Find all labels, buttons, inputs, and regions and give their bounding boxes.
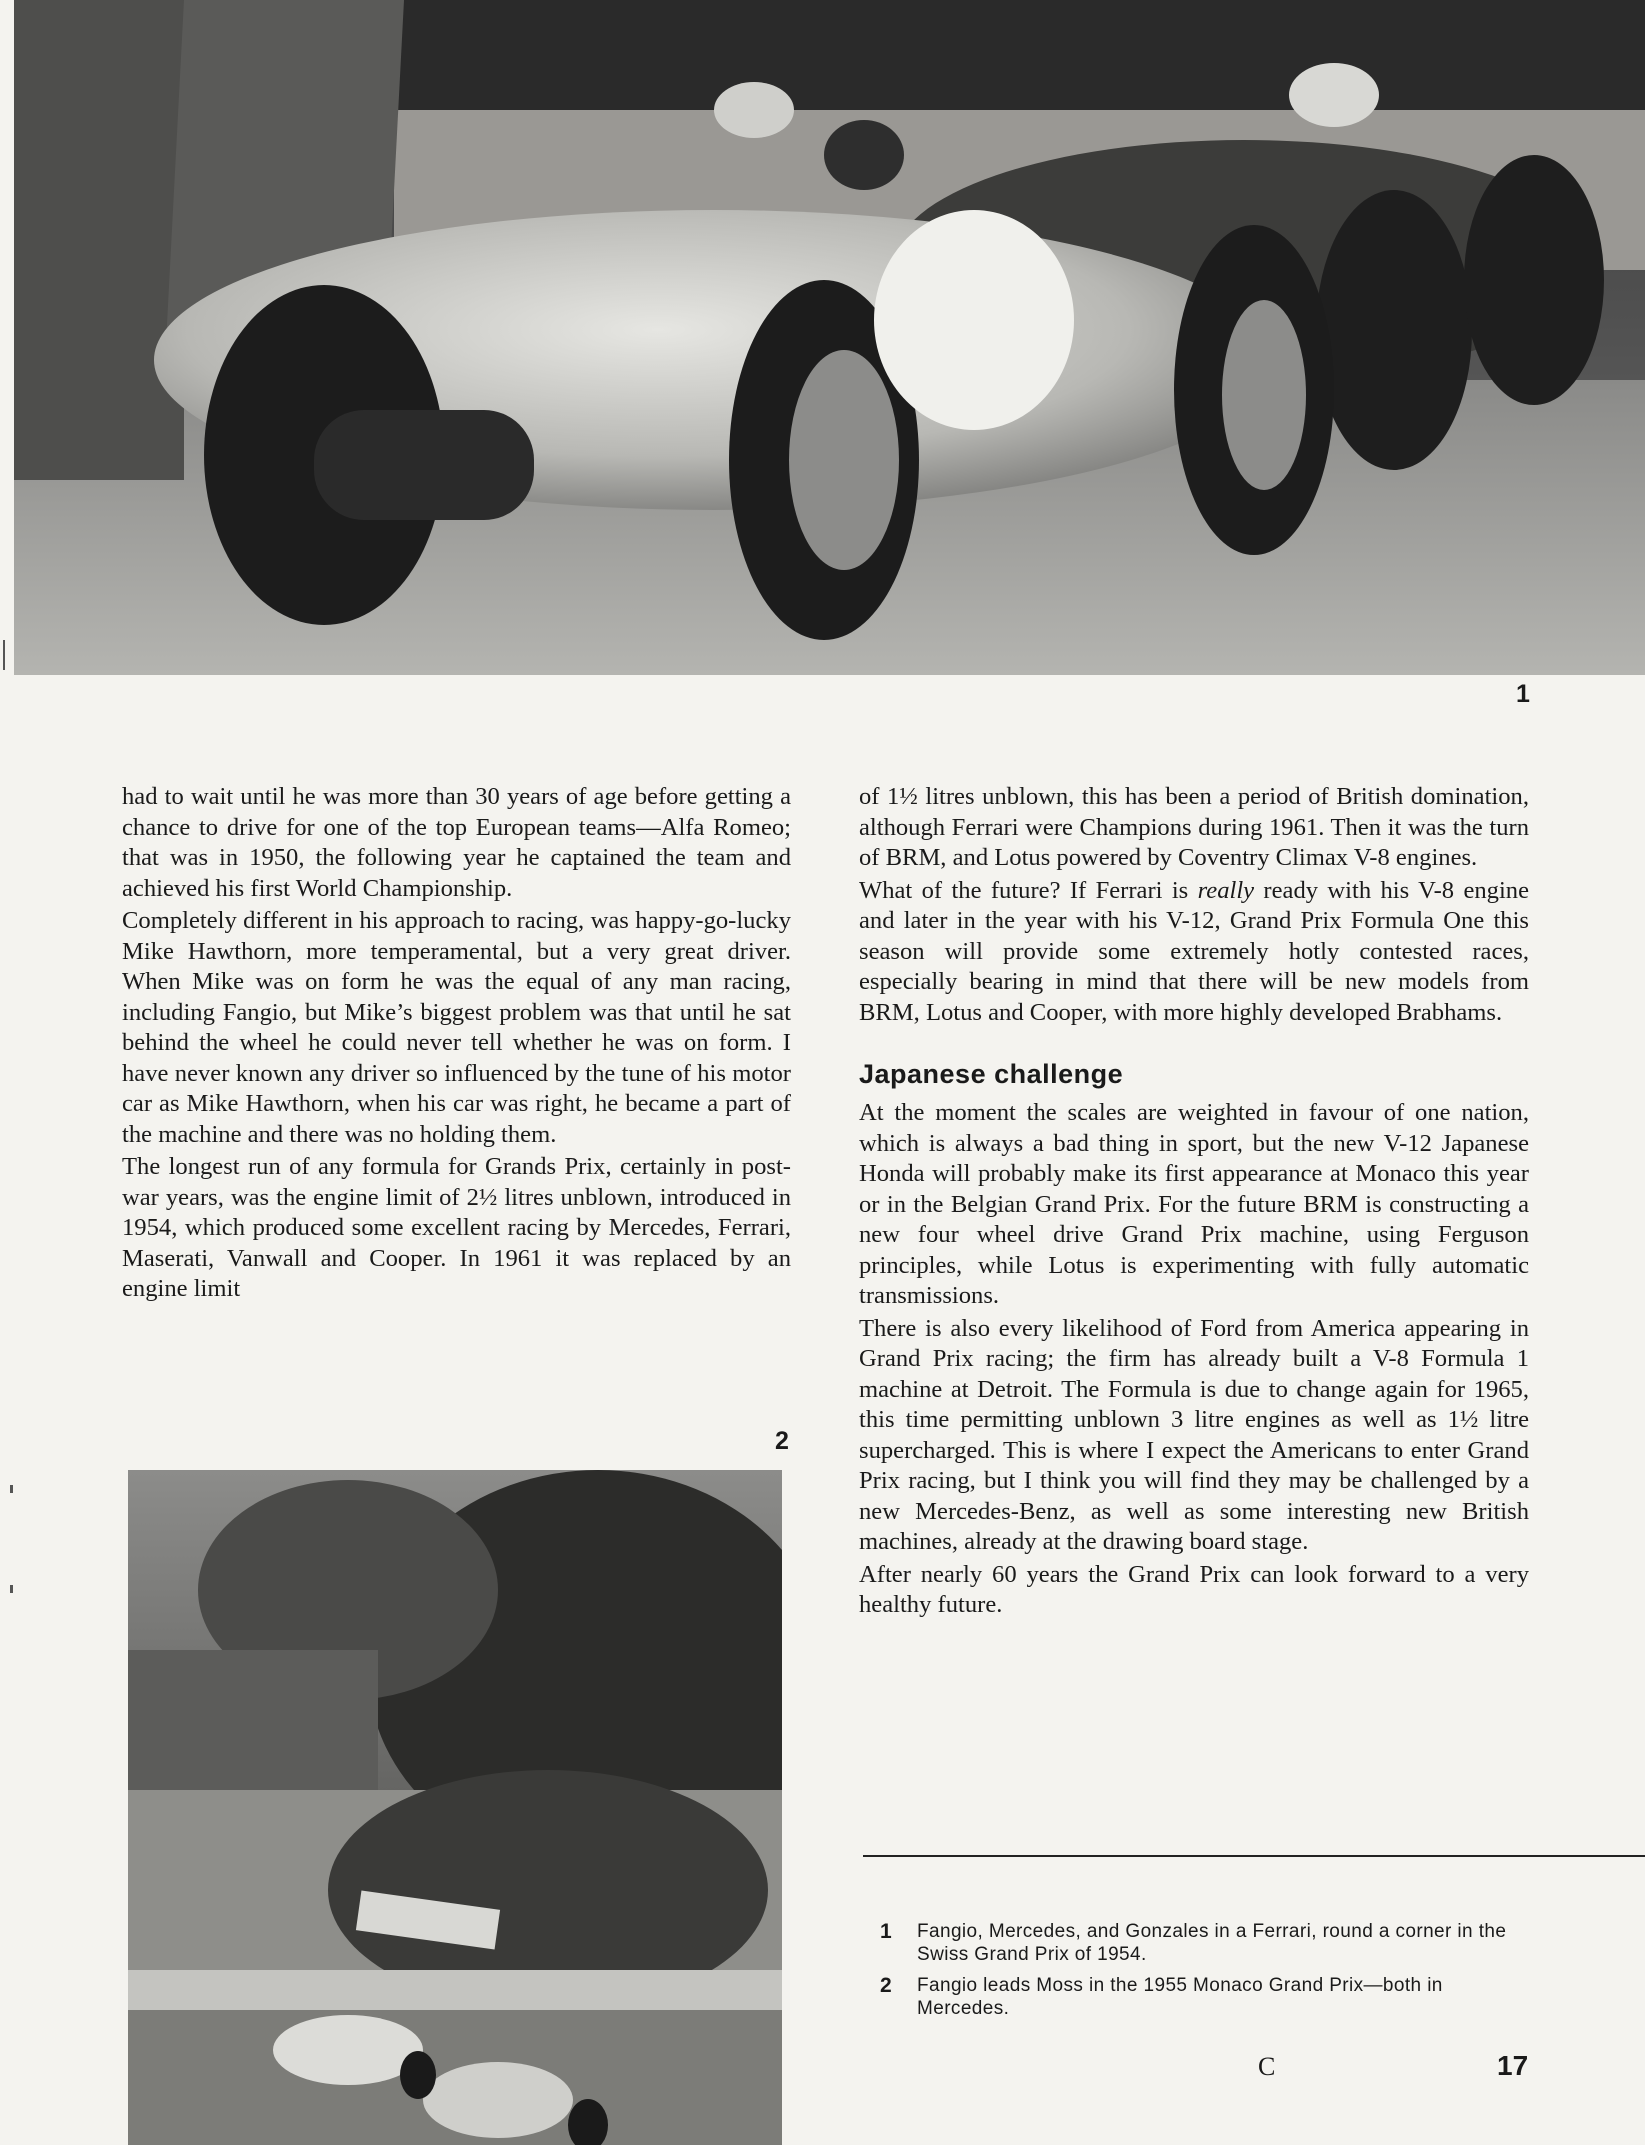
margin-mark: [3, 640, 5, 670]
figure-1-number: 1: [1516, 680, 1530, 708]
caption-item: [874, 1974, 1534, 2020]
caption-divider: [863, 1855, 1645, 1857]
signature-letter: C: [1258, 2052, 1276, 2081]
right-paragraph: After nearly 60 years the Grand Prix can look forward to a very healthy future.: [859, 1560, 1529, 1618]
text-run: What of the future? If Ferrari is: [859, 876, 1198, 904]
caption-number: 2: [880, 1974, 893, 1997]
left-paragraph: Completely different in his approach to racing, was happy-go-lucky Mike Hawthorn, more temperamental, but a very great driver. When Mike was on form he was the equal of any man racing, including Fangio, but Mike’s biggest problem was that until he sat behind the wheel he could never tell whether he was on form. I have never known any driver so influenced by the tune of his motor car as Mike Hawthorn, when his car was right, he became a part of the machine and there was no holding them.: [122, 907, 791, 1148]
caption-number: 1: [880, 1920, 893, 1943]
right-column: [859, 782, 1529, 1623]
left-paragraph: had to wait until he was more than 30 years of age before getting a chance to drive for one of the top European teams—Alfa Romeo; that was in 1950, the following year he captained the team and achieved his first World Championship.: [122, 783, 791, 902]
caption-block: [874, 1920, 1534, 2028]
text-run: ready with his V-8 engine and later in the year with his V-12, Grand Prix Formula One this season will provide some extremely hotly contested races, especially bearing in mind that there will be new models from BRM, Lotus and Cooper, with more highly developed Brabhams.: [859, 876, 1529, 1026]
photo1-graphic: [14, 0, 1645, 675]
margin-mark: [10, 1585, 13, 1593]
caption-text: Fangio, Mercedes, and Gonzales in a Ferrari, round a corner in the Swiss Grand Prix of 1954.: [917, 1921, 1507, 1965]
figure-2-number: 2: [775, 1427, 789, 1455]
right-paragraph: [859, 876, 1529, 1029]
right-paragraph: At the moment the scales are weighted in favour of one nation, which is always a bad thing in sport, but the new V-12 Japanese Honda will probably make its first appearance at Monaco this year or in the Belgian Grand Prix. For the future BRM is constructing a new four wheel drive Grand Prix machine, using Ferguson principles, while Lotus is experimenting with fully automatic transmissions.: [859, 1099, 1529, 1309]
page-number: 17: [1497, 2050, 1529, 2081]
photo-monaco-gp: [128, 1470, 782, 2145]
right-paragraph: There is also every likelihood of Ford from America appearing in Grand Prix racing; the firm has already built a V-8 Formula 1 machine at Detroit. The Formula is due to change again for 1965, this time permitting unblown 3 litre engines as well as 1½ litre supercharged. This is where I expect the Americans to enter Grand Prix racing, but I think you will find they may be challenged by a new Mercedes-Benz, as well as some interesting new British machines, already at the drawing board stage.: [859, 1314, 1529, 1555]
caption-item: [874, 1920, 1534, 1966]
caption-text: Fangio leads Moss in the 1955 Monaco Grand Prix—both in Mercedes.: [917, 1975, 1443, 2019]
margin-mark: [10, 1485, 13, 1493]
left-paragraph: The longest run of any formula for Grands Prix, certainly in post-war years, was the engine limit of 2½ litres unblown, introduced in 1954, which produced some excellent racing by Mercedes, Ferrari, Maserati, Vanwall and Cooper. In 1961 it was replaced by an engine limit: [122, 1153, 791, 1302]
photo-racing-cars-swiss-gp: [14, 0, 1645, 675]
section-heading: Japanese challenge: [859, 1059, 1124, 1089]
right-paragraph: of 1½ litres unblown, this has been a period of British domination, although Ferrari were Champions during 1961. Then it was the turn of BRM, and Lotus powered by Coventry Climax V-8 engines.: [859, 783, 1529, 871]
emphasis-run: really: [1197, 876, 1255, 904]
photo2-graphic: [128, 1470, 782, 2145]
left-column: [122, 782, 791, 1307]
